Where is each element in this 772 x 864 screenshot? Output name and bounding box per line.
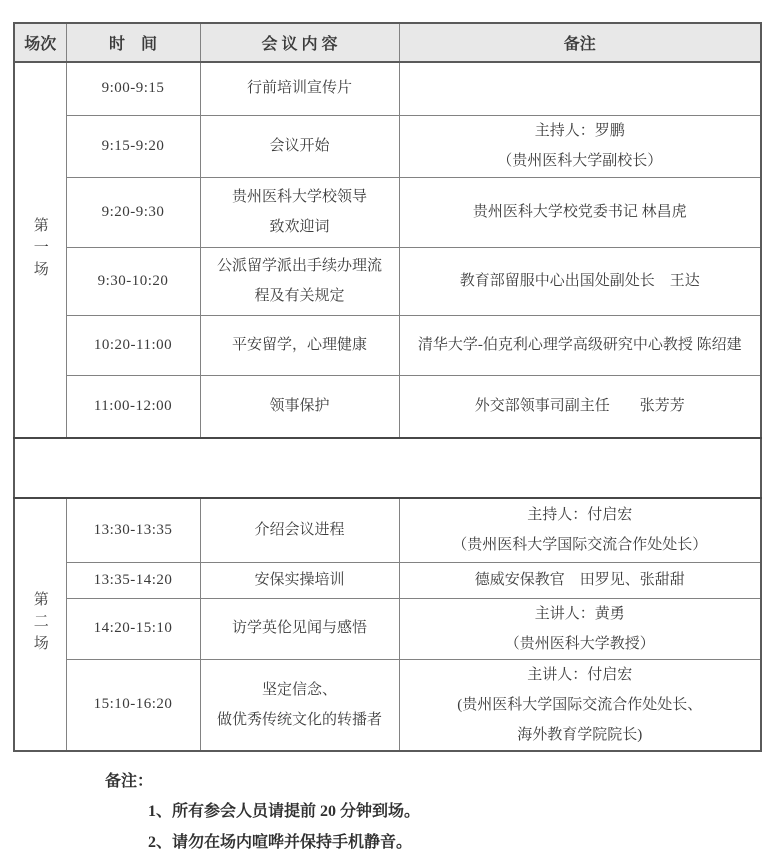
col-header-content: 会 议 内 容 — [200, 23, 399, 62]
content-line: 领事保护 — [269, 397, 330, 414]
remark-line: 教育部留服中心出国处副处长 王达 — [459, 272, 700, 289]
content-line: 坚定信念、 — [261, 681, 337, 698]
remark-cell — [399, 62, 761, 115]
remark-line: 德威安保教官 田罗见、张甜甜 — [474, 571, 685, 588]
content-line: 公派留学派出手续办理流 — [216, 258, 382, 274]
content-line: 访学英伦见闻与感悟 — [231, 620, 367, 636]
content-line: 安保实操培训 — [254, 571, 345, 588]
remark-line: （贵州医科大学教授） — [504, 635, 655, 652]
content-line: 致欢迎词 — [269, 219, 330, 235]
remark-line: (贵州医科大学国际交流合作处处长、 — [457, 696, 703, 713]
remark-line: 主持人：罗鹏 — [534, 123, 625, 139]
table-row — [14, 598, 761, 659]
footer-title: 备注： — [105, 772, 154, 790]
time-cell: 9:15-9:20 — [66, 115, 200, 177]
content-cell — [200, 62, 399, 115]
content-cell — [200, 562, 399, 598]
footer-note-2: 2、请勿在场内喧哗并保持手机静音。 — [148, 833, 413, 851]
time-cell: 9:20-9:30 — [66, 177, 200, 247]
header-row — [14, 23, 761, 62]
table-row — [14, 62, 761, 115]
remark-line: 海外教育学院院长) — [517, 726, 643, 743]
content-cell — [200, 498, 399, 562]
remark-cell — [399, 177, 761, 247]
remark-cell — [399, 315, 761, 375]
remark-line: 主讲人：黄勇 — [534, 605, 625, 622]
footer-notes — [105, 768, 772, 858]
table-row — [14, 247, 761, 315]
time-cell: 15:10-16:20 — [66, 659, 200, 751]
remark-line: （贵州医科大学国际交流合作处处长） — [452, 537, 708, 554]
table-row — [14, 115, 761, 177]
time-cell: 13:30-13:35 — [66, 498, 200, 562]
content-line: 程及有关规定 — [254, 288, 345, 304]
remark-line: （贵州医科大学副校长） — [497, 153, 663, 169]
break-row — [14, 438, 761, 498]
remark-cell — [399, 247, 761, 315]
remark-cell — [399, 562, 761, 598]
schedule-table — [13, 22, 762, 752]
session1-label: 第一场 — [14, 62, 66, 438]
content-line: 平安留学，心理健康 — [231, 336, 367, 353]
content-cell — [200, 177, 399, 247]
content-cell — [200, 598, 399, 659]
content-line: 会议开始 — [269, 137, 330, 154]
content-cell — [200, 115, 399, 177]
col-header-remark: 备注 — [399, 23, 761, 62]
content-line: 行前培训宣传片 — [246, 80, 352, 97]
col-header-session: 场次 — [14, 23, 66, 62]
table-row — [14, 659, 761, 751]
remark-cell — [399, 659, 761, 751]
remark-line: 主讲人：付启宏 — [527, 666, 633, 683]
time-cell: 11:00-12:00 — [66, 375, 200, 438]
content-cell — [200, 659, 399, 751]
col-header-time: 时 间 — [66, 23, 200, 62]
table-row — [14, 177, 761, 247]
time-cell: 13:35-14:20 — [66, 562, 200, 598]
remark-cell — [399, 115, 761, 177]
break-cell — [14, 438, 761, 498]
footer-note-1: 1、所有参会人员请提前 20 分钟到场。 — [148, 802, 421, 820]
table-row — [14, 375, 761, 438]
content-line: 贵州医科大学校领导 — [231, 189, 367, 205]
time-cell: 10:20-11:00 — [66, 315, 200, 375]
remark-line: 清华大学-伯克利心理学高级研究中心教授 陈绍建 — [417, 336, 742, 353]
remark-line: 贵州医科大学校党委书记 林昌虎 — [472, 203, 687, 220]
content-cell — [200, 247, 399, 315]
content-line: 介绍会议进程 — [254, 521, 345, 538]
content-cell — [200, 375, 399, 438]
remark-cell — [399, 375, 761, 438]
remark-line: 主持人：付启宏 — [527, 507, 633, 524]
remark-cell — [399, 498, 761, 562]
remark-cell — [399, 598, 761, 659]
time-cell: 9:00-9:15 — [66, 62, 200, 115]
table-row — [14, 562, 761, 598]
time-cell: 14:20-15:10 — [66, 598, 200, 659]
content-line: 做优秀传统文化的转播者 — [216, 711, 382, 728]
table-row — [14, 498, 761, 562]
remark-line: 外交部领事司副主任 张芳芳 — [474, 397, 685, 414]
content-cell — [200, 315, 399, 375]
time-cell: 9:30-10:20 — [66, 247, 200, 315]
session2-label: 第二场 — [14, 498, 66, 751]
table-row — [14, 315, 761, 375]
